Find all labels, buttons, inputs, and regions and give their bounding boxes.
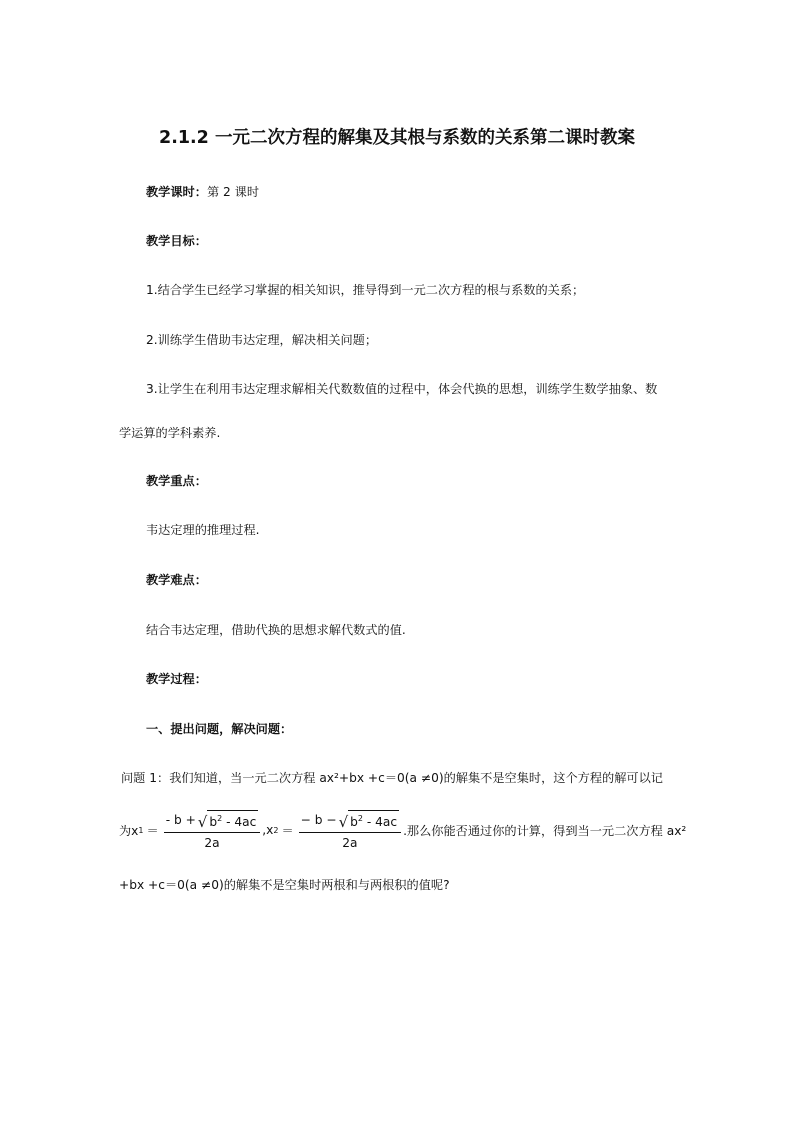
radicand-b: b [209,815,218,830]
radical-sign-icon: √ [197,813,208,832]
radicand-exponent: 2 [217,813,223,823]
question-1-line-3: +bx +c＝0(a ≠0)的解集不是空集时两根和与两根积的值呢? [119,878,450,892]
root-1-denominator: 2a [204,836,220,851]
radicand-tail: - 4ac [222,815,257,830]
difficulty-text: 结合韦达定理，借助代换的思想求解代数式的值. [146,623,406,637]
objective-item-3: 3.让学生在利用韦达定理求解相关代数数值的过程中，体会代换的思想，训练学生数学抽象、数 [146,382,658,396]
key-point-heading: 教学重点： [146,474,207,488]
section-1-heading: 一、提出问题，解决问题： [146,722,293,736]
radicand-exponent-2: 2 [357,813,363,823]
equals-sign: ＝ [146,823,159,838]
root-2-denominator: 2a [342,836,358,851]
root-1-lead: - b + [165,813,196,827]
equals-sign-2: ＝ [281,823,294,838]
quadratic-formula-line [119,806,686,854]
sqrt-symbol-2 [339,810,399,830]
x2-prefix: ,x [262,823,274,837]
q1-prefix: 为x [119,823,139,838]
objective-item-3-continued: 学运算的学科素养. [119,426,221,440]
radical-sign-icon-2: √ [338,813,349,832]
objective-item-2: 2.训练学生借助韦达定理，解决相关问题； [146,333,378,347]
question-1-line-2-tail: .那么你能否通过你的计算，得到当一元二次方程 ax² [403,823,687,838]
sqrt-symbol [198,810,258,830]
lesson-hours-line [146,184,259,200]
lesson-hours-value: 第 2 课时 [206,185,260,199]
key-point-text: 韦达定理的推理过程. [146,523,260,537]
radicand-2 [348,810,399,830]
lesson-hours-label: 教学课时： [146,185,207,199]
root-2-fraction [299,810,401,850]
root-2-lead: − b − [300,813,337,827]
radicand-tail-2: - 4ac [362,815,398,830]
radicand-b-2: b [350,815,358,830]
root-1-numerator [164,810,261,833]
root-2-numerator [299,810,401,833]
x2-subscript: 2 [273,825,279,835]
objectives-heading: 教学目标： [146,234,207,248]
page-title: 2.1.2 一元二次方程的解集及其根与系数的关系第二课时教案 [159,128,635,148]
process-heading: 教学过程： [146,672,207,686]
radicand [207,810,258,830]
difficulty-heading: 教学难点： [146,573,207,587]
objective-item-1: 1.结合学生已经学习掌握的相关知识，推导得到一元二次方程的根与系数的关系； [146,283,585,297]
root-1-fraction [164,810,261,850]
question-1-line-1: 问题 1：我们知道，当一元二次方程 ax²+bx +c＝0(a ≠0)的解集不是空集时，这个方程的解可以记 [121,771,663,785]
x1-subscript: 1 [138,825,144,835]
